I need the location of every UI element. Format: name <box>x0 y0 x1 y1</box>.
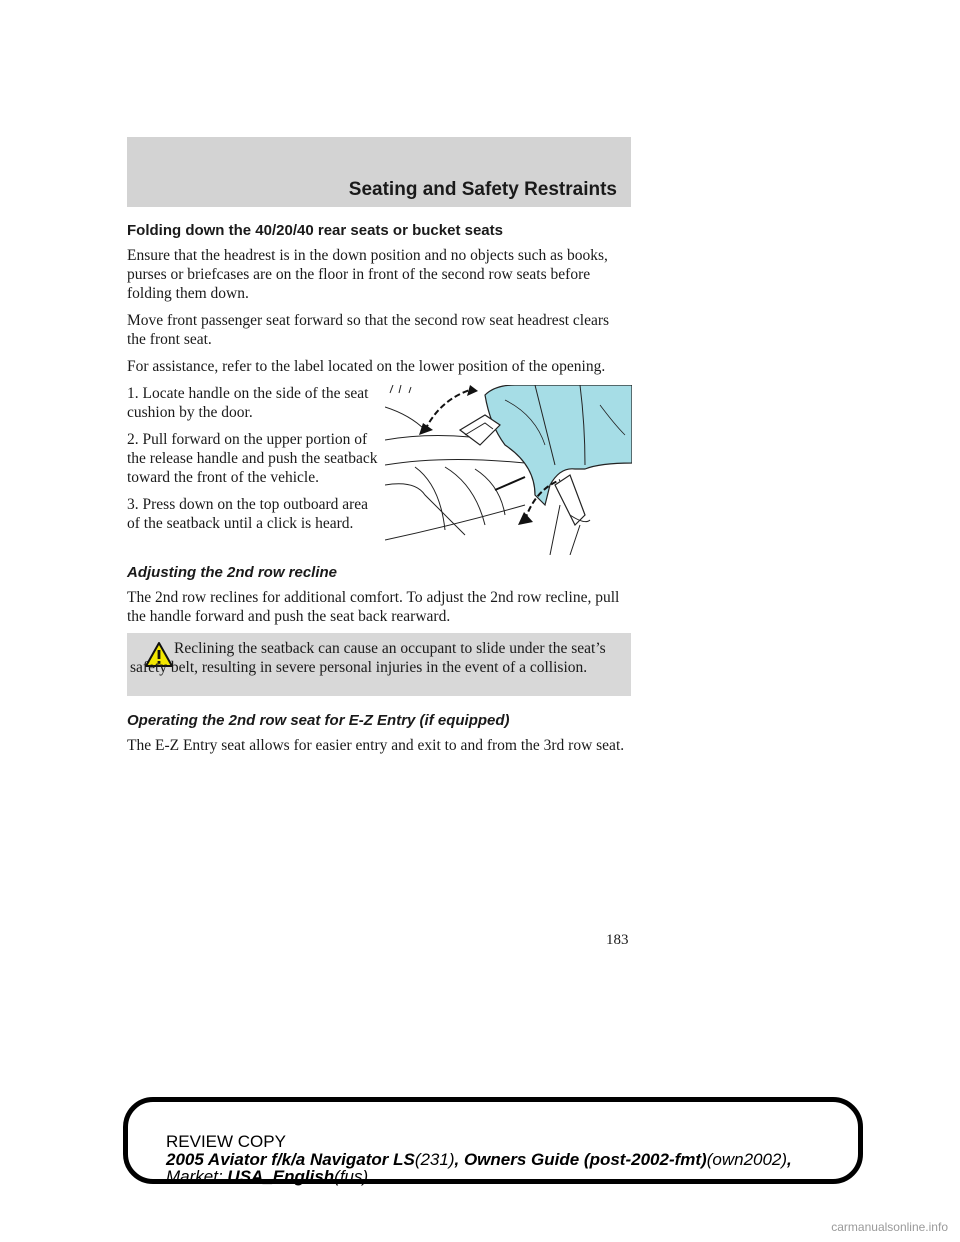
page-number: 183 <box>606 932 629 948</box>
footer-guide: Owners Guide (post-2002-fmt) <box>463 1150 707 1169</box>
section-heading-ez-entry: Operating the 2nd row seat for E-Z Entry (if equipped) <box>127 712 510 729</box>
paragraph-headrest: Ensure that the headrest is in the down position and no objects such as books, purses or briefcases are on the floor in front of the second row seats before folding them down. <box>127 247 608 302</box>
footer-review-copy: REVIEW COPY <box>166 1132 286 1151</box>
seat-folding-illustration <box>385 385 632 555</box>
section-heading-recline: Adjusting the 2nd row recline <box>127 564 338 581</box>
page-header-title: Seating and Safety Restraints <box>348 179 617 200</box>
footer-market-label: Market: <box>166 1167 223 1186</box>
warning-text: Reclining the seatback can cause an occupant to slide under the seat’s safety belt, resulting in severe personal injuries in the event of a collision. <box>130 640 606 676</box>
paragraph-front-seat: Move front passenger seat forward so that the second row seat headrest clears the front seat. <box>127 312 610 348</box>
footer-market: USA_English <box>227 1167 335 1186</box>
header-band <box>127 137 631 207</box>
step-3: 3. Press down on the top outboard area of the seatback until a click is heard. <box>127 496 369 532</box>
steps-list <box>127 384 382 533</box>
paragraph-recline: The 2nd row reclines for additional comfort. To adjust the 2nd row recline, pull the handle forward and push the seat back rearward. <box>127 589 620 625</box>
step-2: 2. Pull forward on the upper portion of the release handle and push the seatback toward the front of the vehicle. <box>127 431 378 486</box>
footer-model-code: (231) <box>414 1150 455 1169</box>
review-footer <box>123 1097 863 1184</box>
warning-box <box>127 633 631 696</box>
step-1: 1. Locate handle on the side of the seat cushion by the door. <box>127 385 369 421</box>
paragraph-ez-entry: The E-Z Entry seat allows for easier entry and exit to and from the 3rd row seat. <box>127 737 625 754</box>
footer-separator: , <box>454 1150 464 1169</box>
lower-content <box>127 712 631 763</box>
paragraph-assistance: For assistance, refer to the label located on the lower position of the opening. <box>127 358 606 375</box>
footer-market-line <box>166 1167 368 1187</box>
footer-model: 2005 Aviator f/k/a Navigator LS <box>166 1150 415 1169</box>
watermark: carmanualsonline.info <box>831 1220 948 1234</box>
main-content <box>127 222 631 634</box>
steps-with-figure <box>127 384 631 556</box>
footer-market-code: (fus) <box>334 1167 369 1186</box>
footer-comma: , <box>787 1150 792 1169</box>
section-heading-folding: Folding down the 40/20/40 rear seats or bucket seats <box>127 222 503 239</box>
footer-guide-code: (own2002) <box>706 1150 788 1169</box>
